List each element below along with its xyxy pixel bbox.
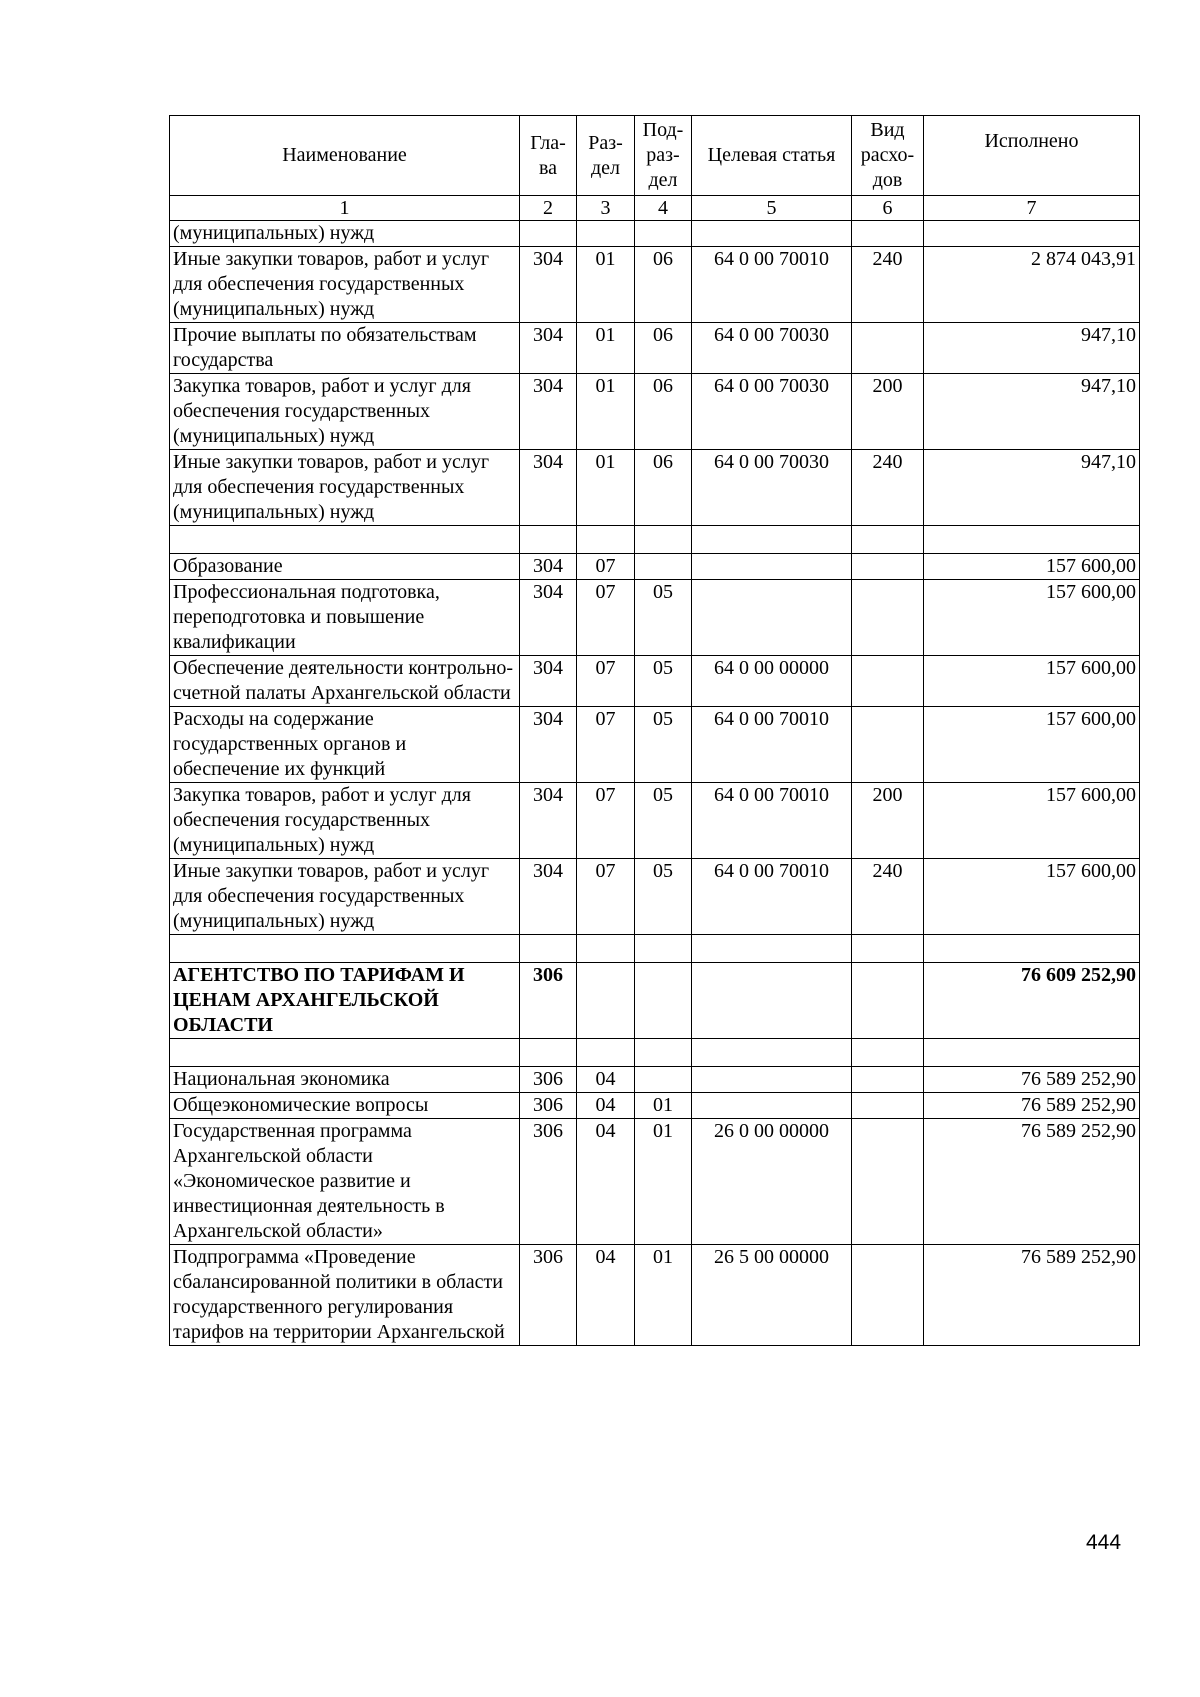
row-subsection: 06 <box>635 374 692 450</box>
row-target-article <box>692 963 852 1039</box>
row-chapter: 304 <box>520 450 577 526</box>
row-expense-type: 240 <box>852 247 924 323</box>
table-row <box>170 247 1140 323</box>
row-chapter: 306 <box>520 1119 577 1245</box>
row-expense-type <box>852 580 924 656</box>
table-row <box>170 450 1140 526</box>
row-expense-type: 200 <box>852 374 924 450</box>
row-target-article <box>692 1039 852 1067</box>
row-subsection: 05 <box>635 859 692 935</box>
row-subsection: 05 <box>635 783 692 859</box>
row-target-article: 64 0 00 70030 <box>692 323 852 374</box>
row-chapter: 304 <box>520 323 577 374</box>
row-amount: 76 589 252,90 <box>924 1093 1140 1119</box>
table-row <box>170 554 1140 580</box>
row-target-article <box>692 221 852 247</box>
row-target-article: 64 0 00 70010 <box>692 707 852 783</box>
row-name: Подпрограмма «Проведение сбалансированной политики в области государственного регулирования тарифов на территории Архангельской <box>170 1245 520 1346</box>
row-amount: 947,10 <box>924 450 1140 526</box>
row-subsection: 05 <box>635 707 692 783</box>
row-name: Профессиональная подготовка, переподготовка и повышение квалификации <box>170 580 520 656</box>
row-expense-type <box>852 221 924 247</box>
row-expense-type <box>852 1039 924 1067</box>
row-subsection: 01 <box>635 1093 692 1119</box>
row-chapter <box>520 221 577 247</box>
table-row <box>170 580 1140 656</box>
row-name: Расходы на содержание государственных органов и обеспечение их функций <box>170 707 520 783</box>
row-amount: 947,10 <box>924 374 1140 450</box>
row-name: Закупка товаров, работ и услуг для обеспечения государственных (муниципальных) нужд <box>170 374 520 450</box>
column-number: 7 <box>924 196 1140 221</box>
row-subsection <box>635 935 692 963</box>
table-row <box>170 374 1140 450</box>
row-amount <box>924 935 1140 963</box>
row-chapter: 304 <box>520 247 577 323</box>
header-executed: Исполнено <box>924 116 1140 196</box>
row-amount: 76 589 252,90 <box>924 1119 1140 1245</box>
column-number: 5 <box>692 196 852 221</box>
row-name <box>170 526 520 554</box>
row-section: 07 <box>577 707 635 783</box>
row-name: Иные закупки товаров, работ и услуг для обеспечения государственных (муниципальных) нужд <box>170 450 520 526</box>
row-amount: 157 600,00 <box>924 707 1140 783</box>
row-name: Закупка товаров, работ и услуг для обеспечения государственных (муниципальных) нужд <box>170 783 520 859</box>
row-subsection <box>635 526 692 554</box>
column-number: 2 <box>520 196 577 221</box>
row-name: Иные закупки товаров, работ и услуг для обеспечения государственных (муниципальных) нужд <box>170 247 520 323</box>
row-target-article <box>692 526 852 554</box>
row-amount: 157 600,00 <box>924 656 1140 707</box>
row-name: Национальная экономика <box>170 1067 520 1093</box>
row-section <box>577 526 635 554</box>
row-chapter: 304 <box>520 656 577 707</box>
column-number-row <box>170 196 1140 221</box>
row-name <box>170 935 520 963</box>
row-target-article: 64 0 00 70010 <box>692 247 852 323</box>
row-name <box>170 1039 520 1067</box>
header-row <box>170 116 1140 196</box>
row-chapter: 306 <box>520 1245 577 1346</box>
row-expense-type <box>852 656 924 707</box>
row-name: Государственная программа Архангельской области «Экономическое развитие и инвестиционная деятельность в Архангельской области» <box>170 1119 520 1245</box>
row-chapter: 304 <box>520 783 577 859</box>
table-row <box>170 221 1140 247</box>
row-amount <box>924 1039 1140 1067</box>
row-expense-type <box>852 1245 924 1346</box>
row-amount: 947,10 <box>924 323 1140 374</box>
row-chapter: 306 <box>520 1093 577 1119</box>
row-target-article <box>692 935 852 963</box>
row-expense-type <box>852 1067 924 1093</box>
row-subsection <box>635 554 692 580</box>
row-expense-type: 200 <box>852 783 924 859</box>
row-target-article: 26 0 00 00000 <box>692 1119 852 1245</box>
row-section: 07 <box>577 783 635 859</box>
row-subsection: 06 <box>635 323 692 374</box>
row-amount: 157 600,00 <box>924 783 1140 859</box>
table-row <box>170 323 1140 374</box>
row-section: 07 <box>577 580 635 656</box>
row-section <box>577 1039 635 1067</box>
row-target-article <box>692 554 852 580</box>
row-subsection: 01 <box>635 1245 692 1346</box>
row-target-article: 64 0 00 70030 <box>692 374 852 450</box>
column-number: 3 <box>577 196 635 221</box>
budget-execution-table <box>169 115 1140 1346</box>
row-section: 04 <box>577 1067 635 1093</box>
table-row <box>170 656 1140 707</box>
row-subsection: 06 <box>635 247 692 323</box>
row-expense-type <box>852 554 924 580</box>
table-row <box>170 1067 1140 1093</box>
row-section: 07 <box>577 656 635 707</box>
row-section <box>577 963 635 1039</box>
row-target-article: 64 0 00 70010 <box>692 859 852 935</box>
row-subsection <box>635 221 692 247</box>
row-target-article: 64 0 00 00000 <box>692 656 852 707</box>
table-row <box>170 963 1140 1039</box>
row-target-article <box>692 580 852 656</box>
header-expense-type: Вид расхо- дов <box>852 116 924 196</box>
row-section: 04 <box>577 1119 635 1245</box>
header-section: Раз- дел <box>577 116 635 196</box>
row-subsection <box>635 1067 692 1093</box>
row-section: 01 <box>577 247 635 323</box>
row-name: АГЕНТСТВО ПО ТАРИФАМ И ЦЕНАМ АРХАНГЕЛЬСКОЙ ОБЛАСТИ <box>170 963 520 1039</box>
header-target-article: Целевая статья <box>692 116 852 196</box>
row-expense-type: 240 <box>852 450 924 526</box>
row-target-article <box>692 1093 852 1119</box>
row-expense-type <box>852 707 924 783</box>
row-expense-type <box>852 1093 924 1119</box>
row-amount: 76 589 252,90 <box>924 1245 1140 1346</box>
row-name: Обеспечение деятельности контрольно-счетной палаты Архангельской области <box>170 656 520 707</box>
row-chapter <box>520 526 577 554</box>
header-name: Наименование <box>170 116 520 196</box>
row-name: Прочие выплаты по обязательствам государства <box>170 323 520 374</box>
spacer-row <box>170 526 1140 554</box>
row-chapter <box>520 935 577 963</box>
row-chapter: 304 <box>520 374 577 450</box>
table-row <box>170 1119 1140 1245</box>
row-amount <box>924 526 1140 554</box>
table-row <box>170 859 1140 935</box>
row-amount: 157 600,00 <box>924 554 1140 580</box>
table-row <box>170 707 1140 783</box>
row-subsection: 05 <box>635 656 692 707</box>
row-chapter: 304 <box>520 859 577 935</box>
spacer-row <box>170 935 1140 963</box>
row-section <box>577 935 635 963</box>
row-section <box>577 221 635 247</box>
row-subsection: 01 <box>635 1119 692 1245</box>
column-number: 6 <box>852 196 924 221</box>
table-row <box>170 1093 1140 1119</box>
row-amount: 157 600,00 <box>924 580 1140 656</box>
row-section: 01 <box>577 374 635 450</box>
column-number: 1 <box>170 196 520 221</box>
row-expense-type <box>852 323 924 374</box>
row-chapter <box>520 1039 577 1067</box>
row-expense-type <box>852 963 924 1039</box>
table-row <box>170 783 1140 859</box>
row-target-article: 64 0 00 70030 <box>692 450 852 526</box>
column-number: 4 <box>635 196 692 221</box>
page-number: 444 <box>1086 1531 1122 1554</box>
row-expense-type <box>852 935 924 963</box>
row-subsection <box>635 963 692 1039</box>
row-chapter: 306 <box>520 1067 577 1093</box>
row-chapter: 304 <box>520 554 577 580</box>
row-chapter: 304 <box>520 580 577 656</box>
row-section: 07 <box>577 554 635 580</box>
spacer-row <box>170 1039 1140 1067</box>
row-amount <box>924 221 1140 247</box>
header-subsection: Под- раз- дел <box>635 116 692 196</box>
row-expense-type <box>852 526 924 554</box>
row-name: Иные закупки товаров, работ и услуг для обеспечения государственных (муниципальных) нужд <box>170 859 520 935</box>
row-target-article: 64 0 00 70010 <box>692 783 852 859</box>
row-name: (муниципальных) нужд <box>170 221 520 247</box>
row-section: 07 <box>577 859 635 935</box>
row-amount: 76 609 252,90 <box>924 963 1140 1039</box>
row-section: 01 <box>577 323 635 374</box>
row-amount: 76 589 252,90 <box>924 1067 1140 1093</box>
row-subsection: 06 <box>635 450 692 526</box>
row-name: Общеэкономические вопросы <box>170 1093 520 1119</box>
row-chapter: 306 <box>520 963 577 1039</box>
row-section: 04 <box>577 1093 635 1119</box>
row-expense-type: 240 <box>852 859 924 935</box>
row-subsection: 05 <box>635 580 692 656</box>
row-target-article: 26 5 00 00000 <box>692 1245 852 1346</box>
row-chapter: 304 <box>520 707 577 783</box>
row-amount: 157 600,00 <box>924 859 1140 935</box>
row-expense-type <box>852 1119 924 1245</box>
row-amount: 2 874 043,91 <box>924 247 1140 323</box>
row-subsection <box>635 1039 692 1067</box>
row-section: 01 <box>577 450 635 526</box>
header-chapter: Гла- ва <box>520 116 577 196</box>
row-name: Образование <box>170 554 520 580</box>
row-target-article <box>692 1067 852 1093</box>
table-row <box>170 1245 1140 1346</box>
row-section: 04 <box>577 1245 635 1346</box>
